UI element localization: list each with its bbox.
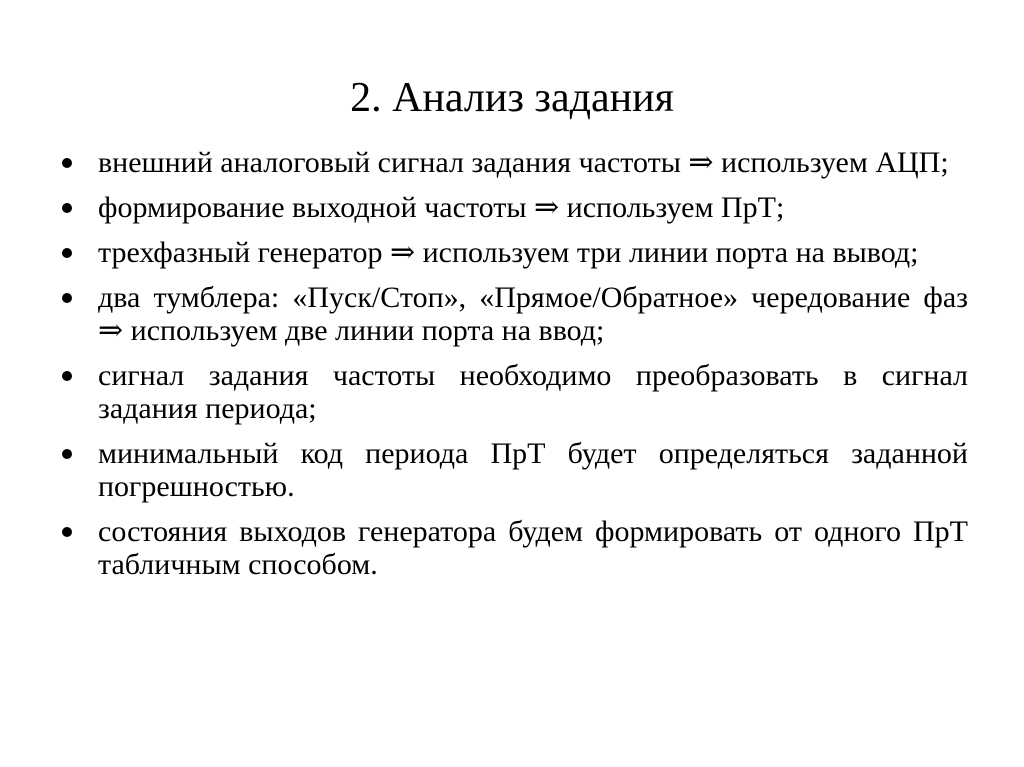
bullet-dot-icon (62, 449, 72, 459)
bullet-text: внешний аналоговый сигнал задания частоты ⇒ используем АЦП; (98, 146, 949, 179)
bullet-item (56, 191, 968, 224)
bullet-text: минимальный код периода ПрТ будет определяться заданной погрешностью. (98, 437, 968, 503)
bullet-dot-icon (62, 371, 72, 381)
bullet-dot-icon (62, 203, 72, 213)
bullet-list (56, 146, 968, 593)
bullet-item (56, 281, 968, 347)
bullet-item (56, 359, 968, 425)
bullet-text: состояния выходов генератора будем формировать от одного ПрТ табличным способом. (98, 515, 968, 581)
bullet-item (56, 236, 968, 269)
bullet-text: сигнал задания частоты необходимо преобразовать в сигнал задания периода; (98, 359, 968, 425)
bullet-item (56, 515, 968, 581)
bullet-dot-icon (62, 158, 72, 168)
bullet-text: формирование выходной частоты ⇒ используем ПрТ; (98, 191, 785, 224)
bullet-item (56, 146, 968, 179)
bullet-text: два тумблера: «Пуск/Стоп», «Прямое/Обратное» чередование фаз ⇒ используем две линии порта на ввод; (98, 281, 968, 347)
bullet-dot-icon (62, 248, 72, 258)
slide-title: 2. Анализ задания (350, 75, 674, 121)
bullet-dot-icon (62, 527, 72, 537)
bullet-dot-icon (62, 293, 72, 303)
bullet-item (56, 437, 968, 503)
bullet-text: трехфазный генератор ⇒ используем три линии порта на вывод; (98, 236, 919, 269)
